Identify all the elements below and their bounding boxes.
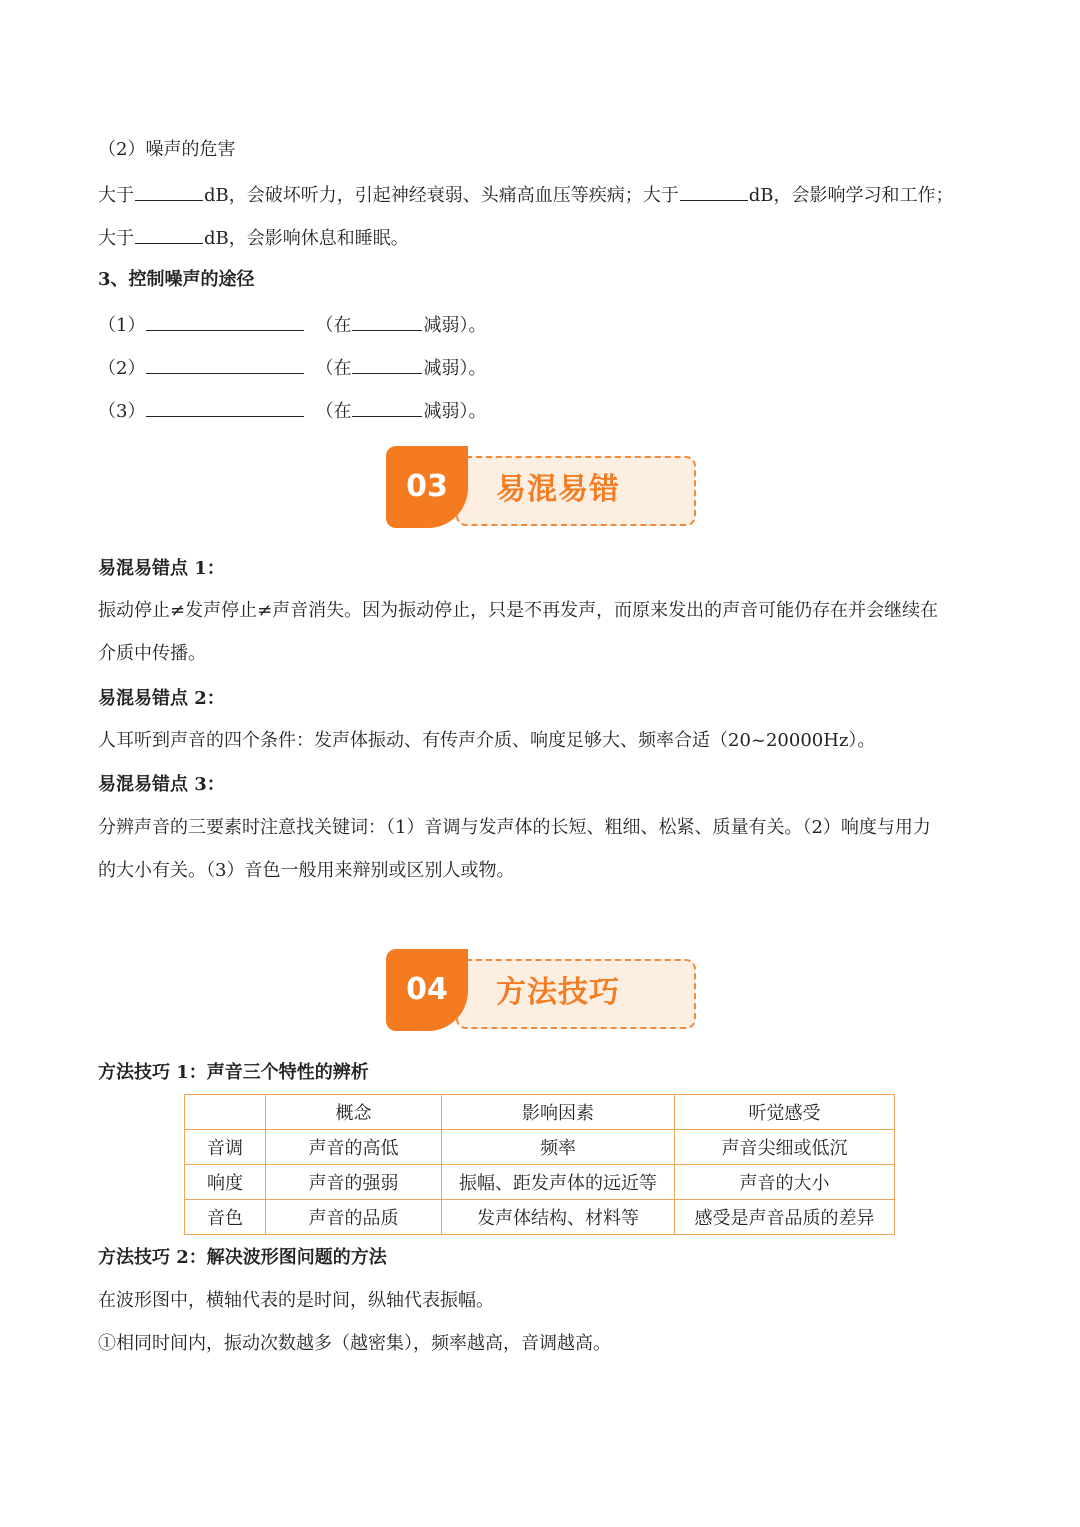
table-header-cell: 概念 [266,1095,442,1130]
text: （在 [315,401,352,422]
text: （在 [315,358,352,379]
text: dB，会影响休息和睡眠。 [204,228,409,249]
item-number: （2） [98,358,146,379]
method-2-line-2: ①相同时间内，振动次数越多（越密集），频率越高，音调越高。 [98,1333,611,1354]
text: 减弱）。 [423,358,487,379]
table-row [185,1165,895,1200]
section-banner-03 [386,446,696,528]
table-cell: 声音的强弱 [266,1165,442,1200]
table-cell: 声音的大小 [675,1165,895,1200]
table-cell: 音调 [185,1130,266,1165]
item-number: （1） [98,315,146,336]
control-item-2 [98,353,486,382]
table-header-row [185,1095,895,1130]
table-cell: 声音的高低 [266,1130,442,1165]
control-heading: 3、控制噪声的途径 [98,269,255,290]
noise-harm-heading: （2）噪声的危害 [98,139,236,160]
table-cell: 发声体结构、材料等 [442,1200,675,1235]
method-1-title: 方法技巧 1：声音三个特性的辨析 [98,1062,369,1083]
fill-blank[interactable] [352,353,422,374]
pitfall-2-title: 易混易错点 2： [98,688,225,709]
noise-harm-line-2 [98,223,409,252]
text: （在 [315,315,352,336]
noise-harm-line-1 [98,180,954,209]
fill-blank[interactable] [146,396,304,417]
section-number: 04 [386,949,468,1031]
fill-blank[interactable] [135,223,203,244]
fill-blank[interactable] [352,396,422,417]
fill-blank[interactable] [146,353,304,374]
pitfall-1-line-2: 介质中传播。 [98,643,206,664]
text: 减弱）。 [423,401,487,422]
pitfall-2-line-1: 人耳听到声音的四个条件：发声体振动、有传声介质、响度足够大、频率合适（20~20000Hz）。 [98,730,876,751]
control-item-3 [98,396,486,425]
text: dB，会破坏听力，引起神经衰弱、头痛高血压等疾病；大于 [204,185,679,206]
fill-blank[interactable] [135,180,203,201]
table-cell: 频率 [442,1130,675,1165]
table-cell: 响度 [185,1165,266,1200]
pitfall-3-line-2: 的大小有关。（3）音色一般用来辩别或区别人或物。 [98,860,515,881]
section-banner-04 [386,949,696,1031]
pitfall-1-title: 易混易错点 1： [98,558,225,579]
table-header-cell: 影响因素 [442,1095,675,1130]
pitfall-3-line-1: 分辨声音的三要素时注意找关键词：（1）音调与发声体的长短、粗细、松紧、质量有关。（2）响度与用力 [98,817,931,838]
text: 大于 [98,228,134,249]
item-number: （3） [98,401,146,422]
section-title: 易混易错 [496,472,620,507]
table-row [185,1130,895,1165]
pitfall-1-line-1: 振动停止≠发声停止≠声音消失。因为振动停止，只是不再发声，而原来发出的声音可能仍存在并会继续在 [98,600,939,621]
text: dB，会影响学习和工作； [748,185,954,206]
text: 减弱）。 [423,315,487,336]
text: 大于 [98,185,134,206]
fill-blank[interactable] [352,310,422,331]
fill-blank[interactable] [680,180,748,201]
table-cell: 音色 [185,1200,266,1235]
table-row [185,1200,895,1235]
control-item-1 [98,310,486,339]
table-cell: 声音的品质 [266,1200,442,1235]
method-2-title: 方法技巧 2：解决波形图问题的方法 [98,1247,387,1268]
table-header-cell: 听觉感受 [675,1095,895,1130]
section-title: 方法技巧 [496,975,620,1010]
table-cell: 感受是声音品质的差异 [675,1200,895,1235]
sound-characteristics-table [184,1094,895,1235]
method-2-line-1: 在波形图中，横轴代表的是时间，纵轴代表振幅。 [98,1290,494,1311]
section-number: 03 [386,446,468,528]
pitfall-3-title: 易混易错点 3： [98,774,225,795]
fill-blank[interactable] [146,310,304,331]
table-header-cell [185,1095,266,1130]
table-cell: 声音尖细或低沉 [675,1130,895,1165]
table-cell: 振幅、距发声体的远近等 [442,1165,675,1200]
